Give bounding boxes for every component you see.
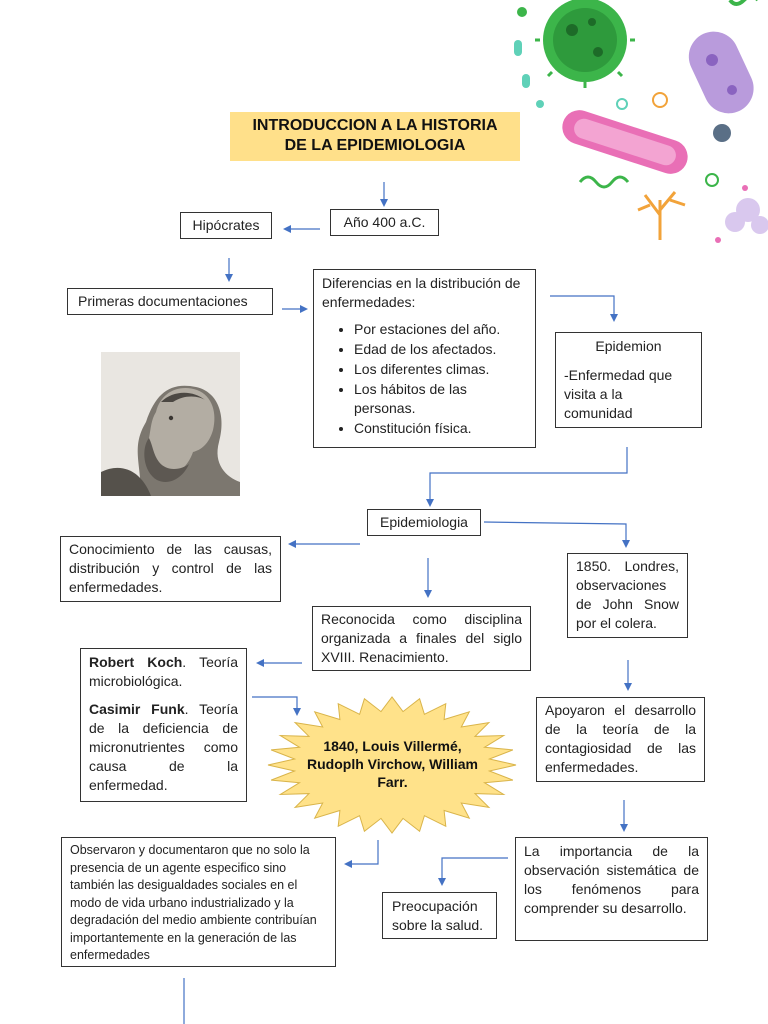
koch-name: Robert Koch: [89, 654, 183, 670]
epidemion-title: Epidemion: [595, 338, 662, 354]
funk-name: Casimir Funk: [89, 701, 185, 717]
anio-node: Año 400 a.C.: [330, 209, 439, 236]
title-line-2: DE LA EPIDEMIOLOGIA: [284, 137, 466, 154]
epidemiologia-node: Epidemiologia: [367, 509, 481, 536]
koch-entry: [89, 653, 238, 691]
koch-funk-node: [80, 648, 247, 802]
hipocrates-node: Hipócrates: [180, 212, 272, 239]
hipocrates-portrait: [101, 352, 240, 496]
diferencias-heading: Diferencias en la distribución de enfermedades:: [322, 275, 521, 310]
diferencias-list: [322, 320, 527, 438]
list-item: • Los hábitos de las personas.: [354, 380, 527, 418]
diferencias-node: [313, 269, 536, 448]
funk-entry: [89, 700, 238, 795]
preocupacion-node: Preocupación sobre la salud.: [382, 892, 497, 939]
list-item: • Edad de los afectados.: [354, 340, 527, 359]
list-item: • Por estaciones del año.: [354, 320, 527, 339]
londres-node: 1850. Londres, observaciones de John Snow por el colera.: [567, 553, 688, 638]
koch-text: . Teoría microbiológica.: [89, 654, 238, 689]
funk-text: . Teoría de la deficiencia de micronutrientes como causa de la enfermedad.: [89, 701, 238, 793]
primeras-documentaciones-node: Primeras documentaciones: [67, 288, 273, 315]
list-item: • Los diferentes climas.: [354, 360, 527, 379]
list-item: • Constitución física.: [354, 419, 527, 438]
epidemion-text: -Enfermedad que visita a la comunidad: [564, 367, 673, 421]
apoyaron-node: Apoyaron el desarrollo de la teoría de la contagiosidad de las enfermedades.: [536, 697, 705, 782]
epidemion-node: [555, 332, 702, 428]
observaron-node: Observaron y documentaron que no solo la presencia de un agente especifico sino también las desigualdades sociales en el modo de vida urbano industrializado y la degradación del medio ambiente contribuían importantemente en la generación de las enfermedades: [61, 837, 336, 967]
page-title: [230, 112, 520, 161]
conocimiento-node: Conocimiento de las causas, distribución y control de las enfermedades.: [60, 536, 281, 602]
title-line-1: INTRODUCCION A LA HISTORIA: [252, 117, 498, 134]
reconocida-node: Reconocida como disciplina organizada a finales del siglo XVIII. Renacimiento.: [312, 606, 531, 671]
starburst-text: 1840, Louis Villermé, Rudoplh Virchow, William Farr.: [307, 738, 478, 790]
importancia-node: La importancia de la observación sistemática de los fenómenos para comprender su desarrollo.: [515, 837, 708, 941]
